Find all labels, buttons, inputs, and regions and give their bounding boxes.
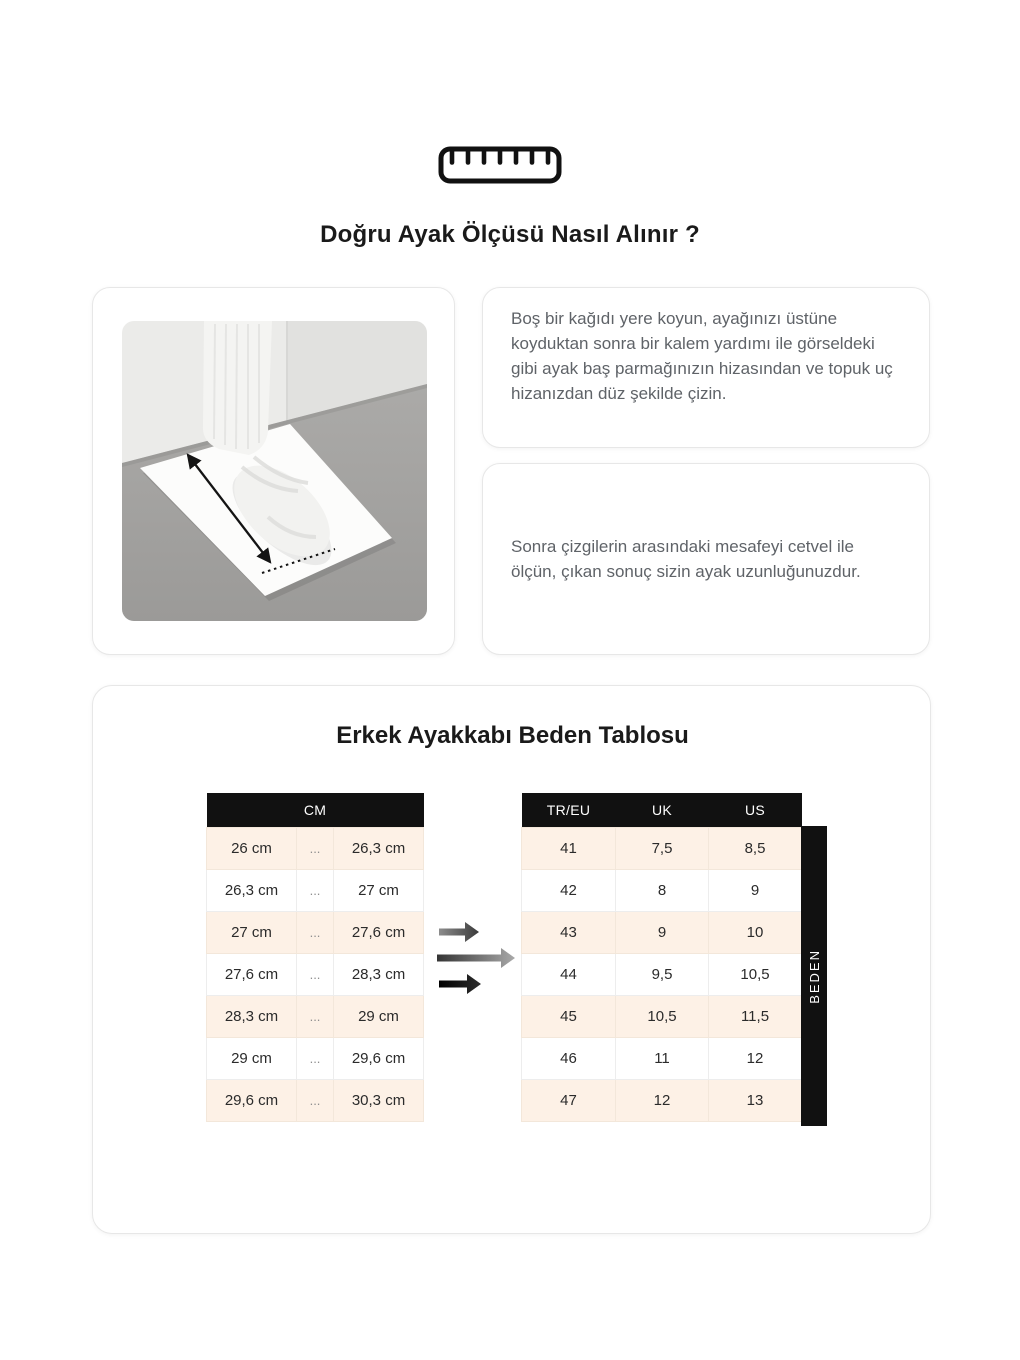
cm-table-row — [207, 995, 424, 1037]
uk-size-value: 8 — [616, 869, 709, 911]
foot-measurement-photo — [122, 321, 427, 621]
cm-table-row — [207, 953, 424, 995]
cm-table-row — [207, 1037, 424, 1079]
ruler-icon — [438, 146, 562, 184]
instruction-card-1 — [482, 287, 930, 448]
page-title: Doğru Ayak Ölçüsü Nasıl Alınır ? — [320, 221, 700, 248]
cm-from-value: 29,6 cm — [207, 1079, 297, 1121]
cm-table-header-row — [207, 793, 424, 827]
beden-label: BEDEN — [806, 948, 822, 1004]
foot-on-paper-illustration — [122, 321, 427, 621]
size-table-row — [522, 1079, 802, 1121]
ruler-icon-graphic — [438, 146, 562, 184]
size-table-row — [522, 911, 802, 953]
us-size-value: 13 — [709, 1079, 802, 1121]
size-table-row — [522, 953, 802, 995]
treu-size-value: 41 — [522, 827, 616, 869]
cm-from-value: 27 cm — [207, 911, 297, 953]
transfer-arrows-icon — [436, 918, 516, 994]
treu-size-value: 47 — [522, 1079, 616, 1121]
treu-size-value: 46 — [522, 1037, 616, 1079]
us-size-value: 8,5 — [709, 827, 802, 869]
size-table-row — [522, 869, 802, 911]
us-size-value: 9 — [709, 869, 802, 911]
treu-size-value: 44 — [522, 953, 616, 995]
size-table-title: Erkek Ayakkabı Beden Tablosu — [336, 722, 689, 749]
treu-size-value: 45 — [522, 995, 616, 1037]
range-separator: ... — [297, 1037, 334, 1079]
size-table-header-row — [522, 793, 802, 827]
range-separator: ... — [297, 827, 334, 869]
measurement-photo-card — [92, 287, 455, 655]
size-table-row — [522, 827, 802, 869]
cm-from-value: 27,6 cm — [207, 953, 297, 995]
size-table-card — [92, 685, 931, 1234]
cm-table-row — [207, 1079, 424, 1121]
uk-size-value: 12 — [616, 1079, 709, 1121]
size-table-header-uk: UK — [616, 793, 709, 827]
cm-from-value: 26,3 cm — [207, 869, 297, 911]
uk-size-value: 9 — [616, 911, 709, 953]
us-size-value: 10,5 — [709, 953, 802, 995]
cm-range-table — [206, 793, 424, 1122]
uk-size-value: 11 — [616, 1037, 709, 1079]
instruction-step1-text: Boş bir kağıdı yere koyun, ayağınızı üstüne koyduktan sonra bir kalem yardımı ile görseldeki gibi ayak baş parmağınızın hizasından ve topuk uç hizanızdan düz şekilde çizin. — [511, 309, 893, 403]
cm-table-row — [207, 827, 424, 869]
shoe-size-table — [521, 793, 802, 1122]
range-separator: ... — [297, 1079, 334, 1121]
us-size-value: 12 — [709, 1037, 802, 1079]
size-table-body — [522, 827, 802, 1121]
cm-to-value: 27,6 cm — [334, 911, 424, 953]
range-separator: ... — [297, 911, 334, 953]
uk-size-value: 10,5 — [616, 995, 709, 1037]
cm-from-value: 29 cm — [207, 1037, 297, 1079]
uk-size-value: 9,5 — [616, 953, 709, 995]
range-separator: ... — [297, 953, 334, 995]
beden-side-bar — [801, 826, 827, 1126]
transfer-arrows-graphic — [436, 918, 516, 994]
range-separator: ... — [297, 995, 334, 1037]
cm-table-header: CM — [207, 793, 424, 827]
range-separator: ... — [297, 869, 334, 911]
cm-from-value: 28,3 cm — [207, 995, 297, 1037]
size-table-header-us: US — [709, 793, 802, 827]
instruction-step2-text: Sonra çizgilerin arasındaki mesafeyi cetvel ile ölçün, çıkan sonuç sizin ayak uzunluğunuzdur. — [511, 537, 861, 581]
cm-from-value: 26 cm — [207, 827, 297, 869]
size-table-header-treu: TR/EU — [522, 793, 616, 827]
us-size-value: 11,5 — [709, 995, 802, 1037]
size-table-row — [522, 1037, 802, 1079]
treu-size-value: 43 — [522, 911, 616, 953]
us-size-value: 10 — [709, 911, 802, 953]
instruction-card-2 — [482, 463, 930, 655]
cm-to-value: 29,6 cm — [334, 1037, 424, 1079]
cm-table-body — [207, 827, 424, 1121]
uk-size-value: 7,5 — [616, 827, 709, 869]
cm-to-value: 26,3 cm — [334, 827, 424, 869]
cm-to-value: 27 cm — [334, 869, 424, 911]
cm-to-value: 29 cm — [334, 995, 424, 1037]
size-table-row — [522, 995, 802, 1037]
cm-to-value: 30,3 cm — [334, 1079, 424, 1121]
treu-size-value: 42 — [522, 869, 616, 911]
cm-table-row — [207, 911, 424, 953]
cm-to-value: 28,3 cm — [334, 953, 424, 995]
cm-table-row — [207, 869, 424, 911]
